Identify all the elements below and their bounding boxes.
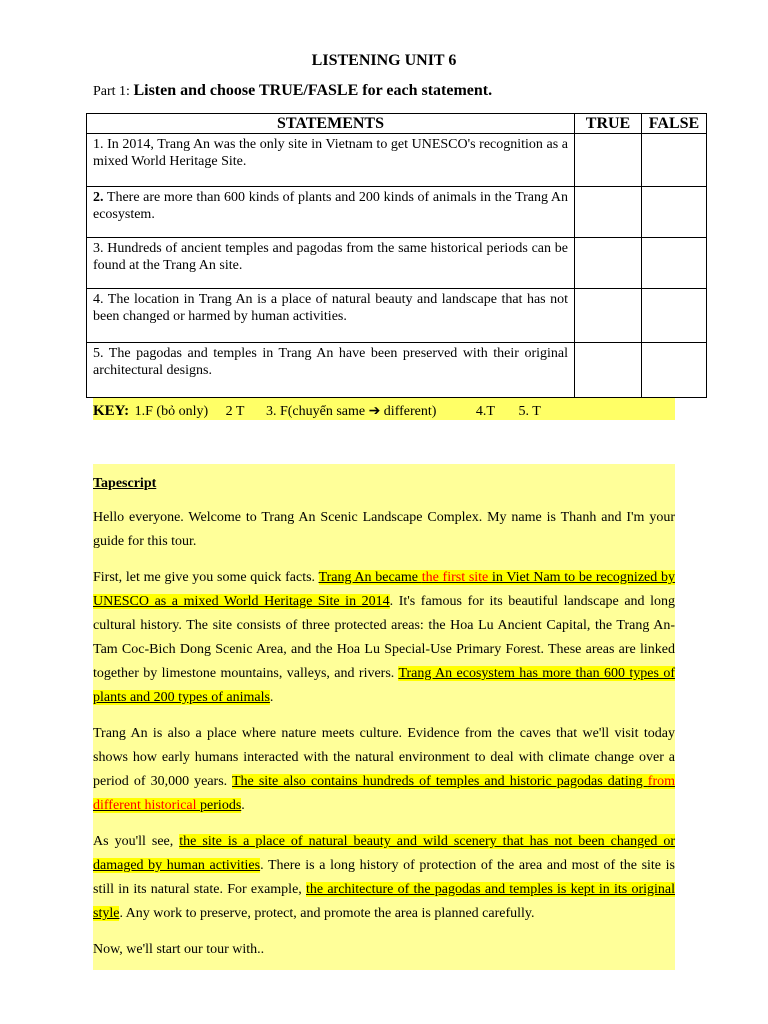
tapescript-paragraph [93, 722, 675, 818]
key-answer-1: 1.F (bỏ only) [134, 404, 209, 419]
highlight-text: The site also contains hundreds of temples and historic pagodas dating [232, 774, 648, 789]
highlight-text: in Viet Nam to be recognized by UNESCO as a mixed World Heritage Site in 2014 [93, 570, 675, 609]
tapescript-paragraph [93, 938, 675, 962]
true-answer-cell[interactable] [575, 289, 642, 343]
key-answer-5: 5. T [518, 404, 541, 419]
false-answer-cell[interactable] [642, 343, 707, 398]
false-answer-cell[interactable] [642, 187, 707, 238]
table-row [87, 238, 707, 289]
highlight-text: Trang An became [318, 570, 422, 585]
statement-number: 5. [93, 346, 104, 361]
true-answer-cell[interactable] [575, 238, 642, 289]
statement-cell [87, 187, 575, 238]
statement-text: There are more than 600 kinds of plants and 200 kinds of animals in the Trang An ecosystem. [93, 190, 568, 222]
true-answer-cell[interactable] [575, 343, 642, 398]
statement-cell [87, 343, 575, 398]
instruction-text: Listen and choose TRUE/FASLE for each statement. [133, 82, 493, 99]
part-label: Part 1: [93, 84, 134, 99]
answer-key [93, 398, 675, 420]
table-row [87, 134, 707, 187]
statement-number: 1. [93, 137, 104, 152]
highlight-answer-5: the architecture of the pagodas and temples is kept in its original style [93, 882, 675, 921]
key-answer-2: 2 T [225, 404, 245, 419]
tapescript-paragraph [93, 506, 675, 554]
table-header-row [87, 114, 707, 134]
header-false: FALSE [642, 114, 707, 134]
key-label: KEY: [93, 403, 130, 419]
table-row [87, 343, 707, 398]
paragraph-text: . [269, 690, 274, 705]
true-answer-cell[interactable] [575, 134, 642, 187]
tapescript-heading: Tapescript [93, 476, 157, 491]
statement-text: Hundreds of ancient temples and pagodas from the same historical periods can be found at the Trang An site. [93, 241, 569, 273]
statement-number: 3. [93, 241, 104, 256]
paragraph-text: Now, we'll start our tour with.. [93, 942, 265, 957]
statement-text: The pagodas and temples in Trang An have been preserved with their original architectural designs. [93, 346, 569, 378]
statement-cell [87, 289, 575, 343]
true-answer-cell[interactable] [575, 187, 642, 238]
paragraph-text: . There is a long history of protection of the area and most of the site is still in its natural state. For example, [93, 858, 675, 897]
header-statements: STATEMENTS [87, 114, 575, 134]
statement-cell [87, 134, 575, 187]
paragraph-text: Hello everyone. Welcome to Trang An Scenic Landscape Complex. My name is Thanh and I'm your guide for this tour. [93, 510, 675, 549]
highlight-text: periods [200, 798, 242, 813]
statement-text: In 2014, Trang An was the only site in Vietnam to get UNESCO's recognition as a mixed World Heritage Site. [93, 137, 568, 169]
paragraph-text: First, let me give you some quick facts. [93, 570, 319, 585]
highlight-red-text: the first site [421, 570, 492, 585]
tapescript-paragraph [93, 566, 675, 710]
tapescript-box [93, 464, 675, 970]
false-answer-cell[interactable] [642, 289, 707, 343]
table-row [87, 289, 707, 343]
key-answer-4: 4.T [475, 404, 495, 419]
statements-table [86, 113, 707, 398]
paragraph-text: As you'll see, [93, 834, 180, 849]
highlight-answer-4: the site is a place of natural beauty and wild scenery that has not been changed or damaged by human activities [93, 834, 675, 873]
paragraph-text: . It's famous for its beautiful landscape and long cultural history. The site consists of three protected areas: the Hoa Lu Ancient Capital, the Trang An-Tam Coc-Bich Dong Scenic Area, and the Hoa Lu Special-Use Primary Forest. These areas are linked together by limestone mountains, valleys, and rivers. [93, 594, 675, 681]
tapescript-paragraph [93, 830, 675, 926]
paragraph-text: . Any work to preserve, protect, and promote the area is planned carefully. [119, 906, 535, 921]
false-answer-cell[interactable] [642, 134, 707, 187]
page-title: LISTENING UNIT 6 [311, 52, 457, 69]
table-row [87, 187, 707, 238]
statement-text: The location in Trang An is a place of natural beauty and landscape that has not been changed or harmed by human activities. [93, 292, 569, 324]
part-instruction [93, 82, 492, 100]
statement-number: 4. [93, 292, 104, 307]
statement-number: 2. [93, 190, 104, 205]
false-answer-cell[interactable] [642, 238, 707, 289]
header-true: TRUE [575, 114, 642, 134]
key-answer-3: 3. F(chuyển same ➔ different) [265, 404, 437, 419]
paragraph-text: Trang An is also a place where nature meets culture. Evidence from the caves that we'll visit today shows how early humans interacted with the natural environment to deal with climate change over a period of 30,000 years. [93, 726, 675, 789]
paragraph-text: . [241, 798, 245, 813]
statement-cell [87, 238, 575, 289]
highlight-red-text: from different historical [93, 774, 675, 813]
highlight-answer-2: Trang An ecosystem has more than 600 types of plants and 200 types of animals [93, 666, 675, 705]
